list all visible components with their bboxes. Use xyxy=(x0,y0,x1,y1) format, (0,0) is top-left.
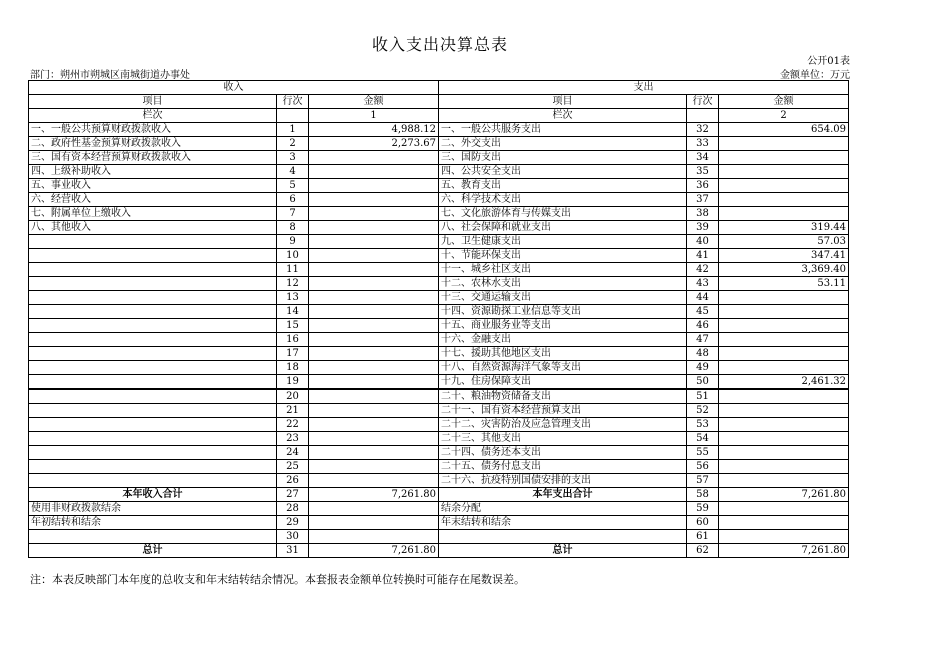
table-row xyxy=(29,389,849,404)
income-item-cell: 八、其他收入 xyxy=(29,221,277,235)
expense-item-cell: 二十、粮油物资储备支出 xyxy=(439,389,687,404)
report-title: 收入支出决算总表 xyxy=(371,35,508,54)
expense-row-no-cell: 37 xyxy=(687,193,719,207)
income-amount-cell xyxy=(309,502,439,516)
income-item-cell xyxy=(29,530,277,544)
expense-item-cell: 二十二、灾害防治及应急管理支出 xyxy=(439,418,687,432)
income-row-no-cell: 27 xyxy=(277,488,309,502)
income-row-no-cell: 3 xyxy=(277,151,309,165)
table-row xyxy=(29,474,849,488)
income-amount-cell xyxy=(309,179,439,193)
expense-item-cell: 八、社会保障和就业支出 xyxy=(439,221,687,235)
expense-item-cell: 十七、援助其他地区支出 xyxy=(439,347,687,361)
expense-amount-cell xyxy=(719,347,849,361)
income-row-no-cell: 6 xyxy=(277,193,309,207)
expense-row-no-cell: 39 xyxy=(687,221,719,235)
table-row xyxy=(29,460,849,474)
expense-row-no-cell: 42 xyxy=(687,263,719,277)
table-row xyxy=(29,333,849,347)
expense-item-cell: 六、科学技术支出 xyxy=(439,193,687,207)
income-item-cell xyxy=(29,333,277,347)
expense-lanci-blank xyxy=(687,109,719,123)
grand-total-row xyxy=(29,544,849,558)
income-row-header: 行次 xyxy=(277,95,309,109)
income-item-cell xyxy=(29,347,277,361)
income-item-cell xyxy=(29,361,277,375)
income-item-cell: 年初结转和结余 xyxy=(29,516,277,530)
income-amount-header: 金额 xyxy=(309,95,439,109)
income-lanci-label: 栏次 xyxy=(29,109,277,123)
table-row xyxy=(29,361,849,375)
income-item-cell xyxy=(29,375,277,390)
unit-label: 金额单位：万元 xyxy=(780,70,850,81)
income-amount-cell: 2,273.67 xyxy=(309,137,439,151)
income-row-no-cell: 15 xyxy=(277,319,309,333)
income-amount-cell xyxy=(309,333,439,347)
income-header: 收入 xyxy=(29,81,439,95)
income-amount-cell xyxy=(309,249,439,263)
income-item-header: 项目 xyxy=(29,95,277,109)
expense-amount-cell xyxy=(719,179,849,193)
expense-item-cell: 年末结转和结余 xyxy=(439,516,687,530)
table-row xyxy=(29,193,849,207)
income-amount-cell xyxy=(309,347,439,361)
expense-item-cell: 十、节能环保支出 xyxy=(439,249,687,263)
income-row-no-cell: 11 xyxy=(277,263,309,277)
income-item-cell xyxy=(29,319,277,333)
table-row xyxy=(29,123,849,137)
income-item-cell: 本年收入合计 xyxy=(29,488,277,502)
expense-item-cell: 十一、城乡社区支出 xyxy=(439,263,687,277)
income-row-no-cell: 9 xyxy=(277,235,309,249)
expense-item-cell: 二十六、抗疫特别国债安排的支出 xyxy=(439,474,687,488)
income-amount-cell xyxy=(309,151,439,165)
expense-lanci-number: 2 xyxy=(719,109,849,123)
income-item-cell: 三、国有资本经营预算财政拨款收入 xyxy=(29,151,277,165)
expense-amount-cell xyxy=(719,207,849,221)
expense-row-no-cell: 58 xyxy=(687,488,719,502)
table-row xyxy=(29,446,849,460)
expense-row-no-cell: 43 xyxy=(687,277,719,291)
expense-amount-cell: 3,369.40 xyxy=(719,263,849,277)
expense-item-cell: 七、文化旅游体育与传媒支出 xyxy=(439,207,687,221)
expense-amount-cell: 654.09 xyxy=(719,123,849,137)
table-row xyxy=(29,516,849,530)
table-row xyxy=(29,375,849,390)
expense-row-no-cell: 35 xyxy=(687,165,719,179)
expense-amount-cell: 319.44 xyxy=(719,221,849,235)
expense-amount-cell xyxy=(719,389,849,404)
expense-row-no-cell: 61 xyxy=(687,530,719,544)
income-amount-cell xyxy=(309,418,439,432)
income-amount-cell xyxy=(309,530,439,544)
table-row xyxy=(29,165,849,179)
expense-amount-cell xyxy=(719,516,849,530)
table-row xyxy=(29,319,849,333)
income-row-no-cell: 14 xyxy=(277,305,309,319)
income-lanci-number: 1 xyxy=(309,109,439,123)
income-row-no-cell: 23 xyxy=(277,432,309,446)
footnote: 注：本表反映部门本年度的总收支和年末结转结余情况。本套报表金额单位转换时可能存在尾数误差。 xyxy=(30,573,525,586)
expense-row-no-cell: 62 xyxy=(687,544,719,558)
expense-row-no-cell: 41 xyxy=(687,249,719,263)
expense-row-no-cell: 59 xyxy=(687,502,719,516)
expense-row-no-cell: 46 xyxy=(687,319,719,333)
income-row-no-cell: 26 xyxy=(277,474,309,488)
income-row-no-cell: 2 xyxy=(277,137,309,151)
expense-amount-cell xyxy=(719,446,849,460)
income-amount-cell xyxy=(309,474,439,488)
lanci-row xyxy=(29,109,849,123)
expense-item-cell xyxy=(439,530,687,544)
income-item-cell xyxy=(29,474,277,488)
expense-amount-cell xyxy=(719,137,849,151)
table-row xyxy=(29,305,849,319)
income-row-no-cell: 17 xyxy=(277,347,309,361)
income-item-cell xyxy=(29,249,277,263)
expense-row-no-cell: 44 xyxy=(687,291,719,305)
expense-row-no-cell: 52 xyxy=(687,404,719,418)
income-row-no-cell: 13 xyxy=(277,291,309,305)
expense-item-cell: 三、国防支出 xyxy=(439,151,687,165)
expense-amount-cell xyxy=(719,404,849,418)
expense-amount-cell xyxy=(719,305,849,319)
expense-amount-cell xyxy=(719,193,849,207)
income-item-cell xyxy=(29,263,277,277)
income-item-cell xyxy=(29,235,277,249)
expense-amount-cell xyxy=(719,432,849,446)
expense-amount-cell xyxy=(719,460,849,474)
expense-item-cell: 结余分配 xyxy=(439,502,687,516)
expense-row-no-cell: 45 xyxy=(687,305,719,319)
expense-row-no-cell: 33 xyxy=(687,137,719,151)
expense-item-cell: 十三、交通运输支出 xyxy=(439,291,687,305)
income-row-no-cell: 5 xyxy=(277,179,309,193)
income-amount-cell xyxy=(309,516,439,530)
income-amount-cell xyxy=(309,207,439,221)
income-row-no-cell: 10 xyxy=(277,249,309,263)
table-row xyxy=(29,207,849,221)
table-row xyxy=(29,263,849,277)
income-row-no-cell: 16 xyxy=(277,333,309,347)
year-total-row xyxy=(29,488,849,502)
income-amount-cell xyxy=(309,221,439,235)
income-amount-cell xyxy=(309,361,439,375)
expense-row-header: 行次 xyxy=(687,95,719,109)
income-item-cell xyxy=(29,418,277,432)
income-row-no-cell: 12 xyxy=(277,277,309,291)
expense-amount-cell xyxy=(719,165,849,179)
income-item-cell: 六、经营收入 xyxy=(29,193,277,207)
income-amount-cell xyxy=(309,375,439,390)
expense-item-header: 项目 xyxy=(439,95,687,109)
expense-amount-cell: 2,461.32 xyxy=(719,375,849,390)
income-amount-cell xyxy=(309,305,439,319)
income-item-cell: 一、一般公共预算财政拨款收入 xyxy=(29,123,277,137)
expense-row-no-cell: 50 xyxy=(687,375,719,390)
income-item-cell xyxy=(29,446,277,460)
income-lanci-blank xyxy=(277,109,309,123)
income-amount-cell xyxy=(309,235,439,249)
expense-row-no-cell: 40 xyxy=(687,235,719,249)
table-row xyxy=(29,432,849,446)
column-header-row xyxy=(29,95,849,109)
income-item-cell: 二、政府性基金预算财政拨款收入 xyxy=(29,137,277,151)
expense-header: 支出 xyxy=(439,81,849,95)
income-row-no-cell: 20 xyxy=(277,389,309,404)
income-item-cell xyxy=(29,305,277,319)
expense-item-cell: 二十四、债务还本支出 xyxy=(439,446,687,460)
expense-amount-cell xyxy=(719,530,849,544)
section-header-row xyxy=(29,81,849,95)
expense-item-cell: 十九、住房保障支出 xyxy=(439,375,687,390)
expense-amount-header: 金额 xyxy=(719,95,849,109)
income-item-cell: 四、上级补助收入 xyxy=(29,165,277,179)
income-expense-table xyxy=(28,80,849,558)
income-item-cell: 五、事业收入 xyxy=(29,179,277,193)
income-amount-cell xyxy=(309,319,439,333)
income-item-cell xyxy=(29,460,277,474)
expense-amount-cell xyxy=(719,502,849,516)
income-item-cell xyxy=(29,277,277,291)
expense-amount-cell xyxy=(719,361,849,375)
table-row xyxy=(29,347,849,361)
table-row xyxy=(29,502,849,516)
expense-row-no-cell: 49 xyxy=(687,361,719,375)
expense-amount-cell: 347.41 xyxy=(719,249,849,263)
income-row-no-cell: 8 xyxy=(277,221,309,235)
table-row xyxy=(29,277,849,291)
income-amount-cell xyxy=(309,291,439,305)
income-row-no-cell: 29 xyxy=(277,516,309,530)
table-row xyxy=(29,235,849,249)
expense-amount-cell xyxy=(719,291,849,305)
income-row-no-cell: 31 xyxy=(277,544,309,558)
expense-item-cell: 五、教育支出 xyxy=(439,179,687,193)
income-amount-cell xyxy=(309,460,439,474)
expense-item-cell: 十五、商业服务业等支出 xyxy=(439,319,687,333)
income-row-no-cell: 7 xyxy=(277,207,309,221)
income-row-no-cell: 21 xyxy=(277,404,309,418)
expense-row-no-cell: 32 xyxy=(687,123,719,137)
expense-amount-cell xyxy=(719,474,849,488)
table-row xyxy=(29,221,849,235)
income-item-cell xyxy=(29,291,277,305)
table-row xyxy=(29,530,849,544)
income-amount-cell: 7,261.80 xyxy=(309,544,439,558)
expense-row-no-cell: 51 xyxy=(687,389,719,404)
table-row xyxy=(29,179,849,193)
expense-item-cell: 二十五、债务付息支出 xyxy=(439,460,687,474)
expense-row-no-cell: 47 xyxy=(687,333,719,347)
income-row-no-cell: 24 xyxy=(277,446,309,460)
expense-item-cell: 总计 xyxy=(439,544,687,558)
expense-item-cell: 十六、金融支出 xyxy=(439,333,687,347)
expense-lanci-label: 栏次 xyxy=(439,109,687,123)
income-row-no-cell: 18 xyxy=(277,361,309,375)
table-row xyxy=(29,249,849,263)
expense-amount-cell xyxy=(719,319,849,333)
income-amount-cell: 7,261.80 xyxy=(309,488,439,502)
income-row-no-cell: 22 xyxy=(277,418,309,432)
form-number: 公开01表 xyxy=(807,56,850,67)
income-row-no-cell: 28 xyxy=(277,502,309,516)
expense-row-no-cell: 53 xyxy=(687,418,719,432)
expense-row-no-cell: 36 xyxy=(687,179,719,193)
expense-item-cell: 十二、农林水支出 xyxy=(439,277,687,291)
income-item-cell: 使用非财政拨款结余 xyxy=(29,502,277,516)
table-row xyxy=(29,291,849,305)
expense-item-cell: 四、公共安全支出 xyxy=(439,165,687,179)
income-amount-cell: 4,988.12 xyxy=(309,123,439,137)
expense-item-cell: 十八、自然资源海洋气象等支出 xyxy=(439,361,687,375)
expense-item-cell: 本年支出合计 xyxy=(439,488,687,502)
expense-row-no-cell: 60 xyxy=(687,516,719,530)
income-row-no-cell: 25 xyxy=(277,460,309,474)
income-row-no-cell: 1 xyxy=(277,123,309,137)
expense-row-no-cell: 54 xyxy=(687,432,719,446)
expense-amount-cell xyxy=(719,418,849,432)
table-row xyxy=(29,418,849,432)
expense-item-cell: 十四、资源勘探工业信息等支出 xyxy=(439,305,687,319)
table-row xyxy=(29,137,849,151)
expense-amount-cell: 53.11 xyxy=(719,277,849,291)
income-amount-cell xyxy=(309,193,439,207)
income-amount-cell xyxy=(309,446,439,460)
expense-item-cell: 二、外交支出 xyxy=(439,137,687,151)
income-amount-cell xyxy=(309,404,439,418)
income-amount-cell xyxy=(309,277,439,291)
expense-row-no-cell: 56 xyxy=(687,460,719,474)
income-item-cell: 七、附属单位上缴收入 xyxy=(29,207,277,221)
expense-row-no-cell: 48 xyxy=(687,347,719,361)
expense-item-cell: 二十一、国有资本经营预算支出 xyxy=(439,404,687,418)
expense-row-no-cell: 55 xyxy=(687,446,719,460)
expense-row-no-cell: 38 xyxy=(687,207,719,221)
income-item-cell xyxy=(29,389,277,404)
income-amount-cell xyxy=(309,165,439,179)
expense-amount-cell: 57.03 xyxy=(719,235,849,249)
income-row-no-cell: 4 xyxy=(277,165,309,179)
income-row-no-cell: 19 xyxy=(277,375,309,390)
expense-item-cell: 九、卫生健康支出 xyxy=(439,235,687,249)
expense-item-cell: 一、一般公共服务支出 xyxy=(439,123,687,137)
table-row xyxy=(29,404,849,418)
expense-item-cell: 二十三、其他支出 xyxy=(439,432,687,446)
income-amount-cell xyxy=(309,389,439,404)
income-item-cell xyxy=(29,404,277,418)
expense-amount-cell: 7,261.80 xyxy=(719,488,849,502)
expense-row-no-cell: 57 xyxy=(687,474,719,488)
income-item-cell: 总计 xyxy=(29,544,277,558)
income-amount-cell xyxy=(309,263,439,277)
department-label: 部门：朔州市朔城区南城街道办事处 xyxy=(30,70,190,81)
expense-amount-cell: 7,261.80 xyxy=(719,544,849,558)
expense-amount-cell xyxy=(719,333,849,347)
income-row-no-cell: 30 xyxy=(277,530,309,544)
expense-row-no-cell: 34 xyxy=(687,151,719,165)
expense-amount-cell xyxy=(719,151,849,165)
table-row xyxy=(29,151,849,165)
income-item-cell xyxy=(29,432,277,446)
income-amount-cell xyxy=(309,432,439,446)
